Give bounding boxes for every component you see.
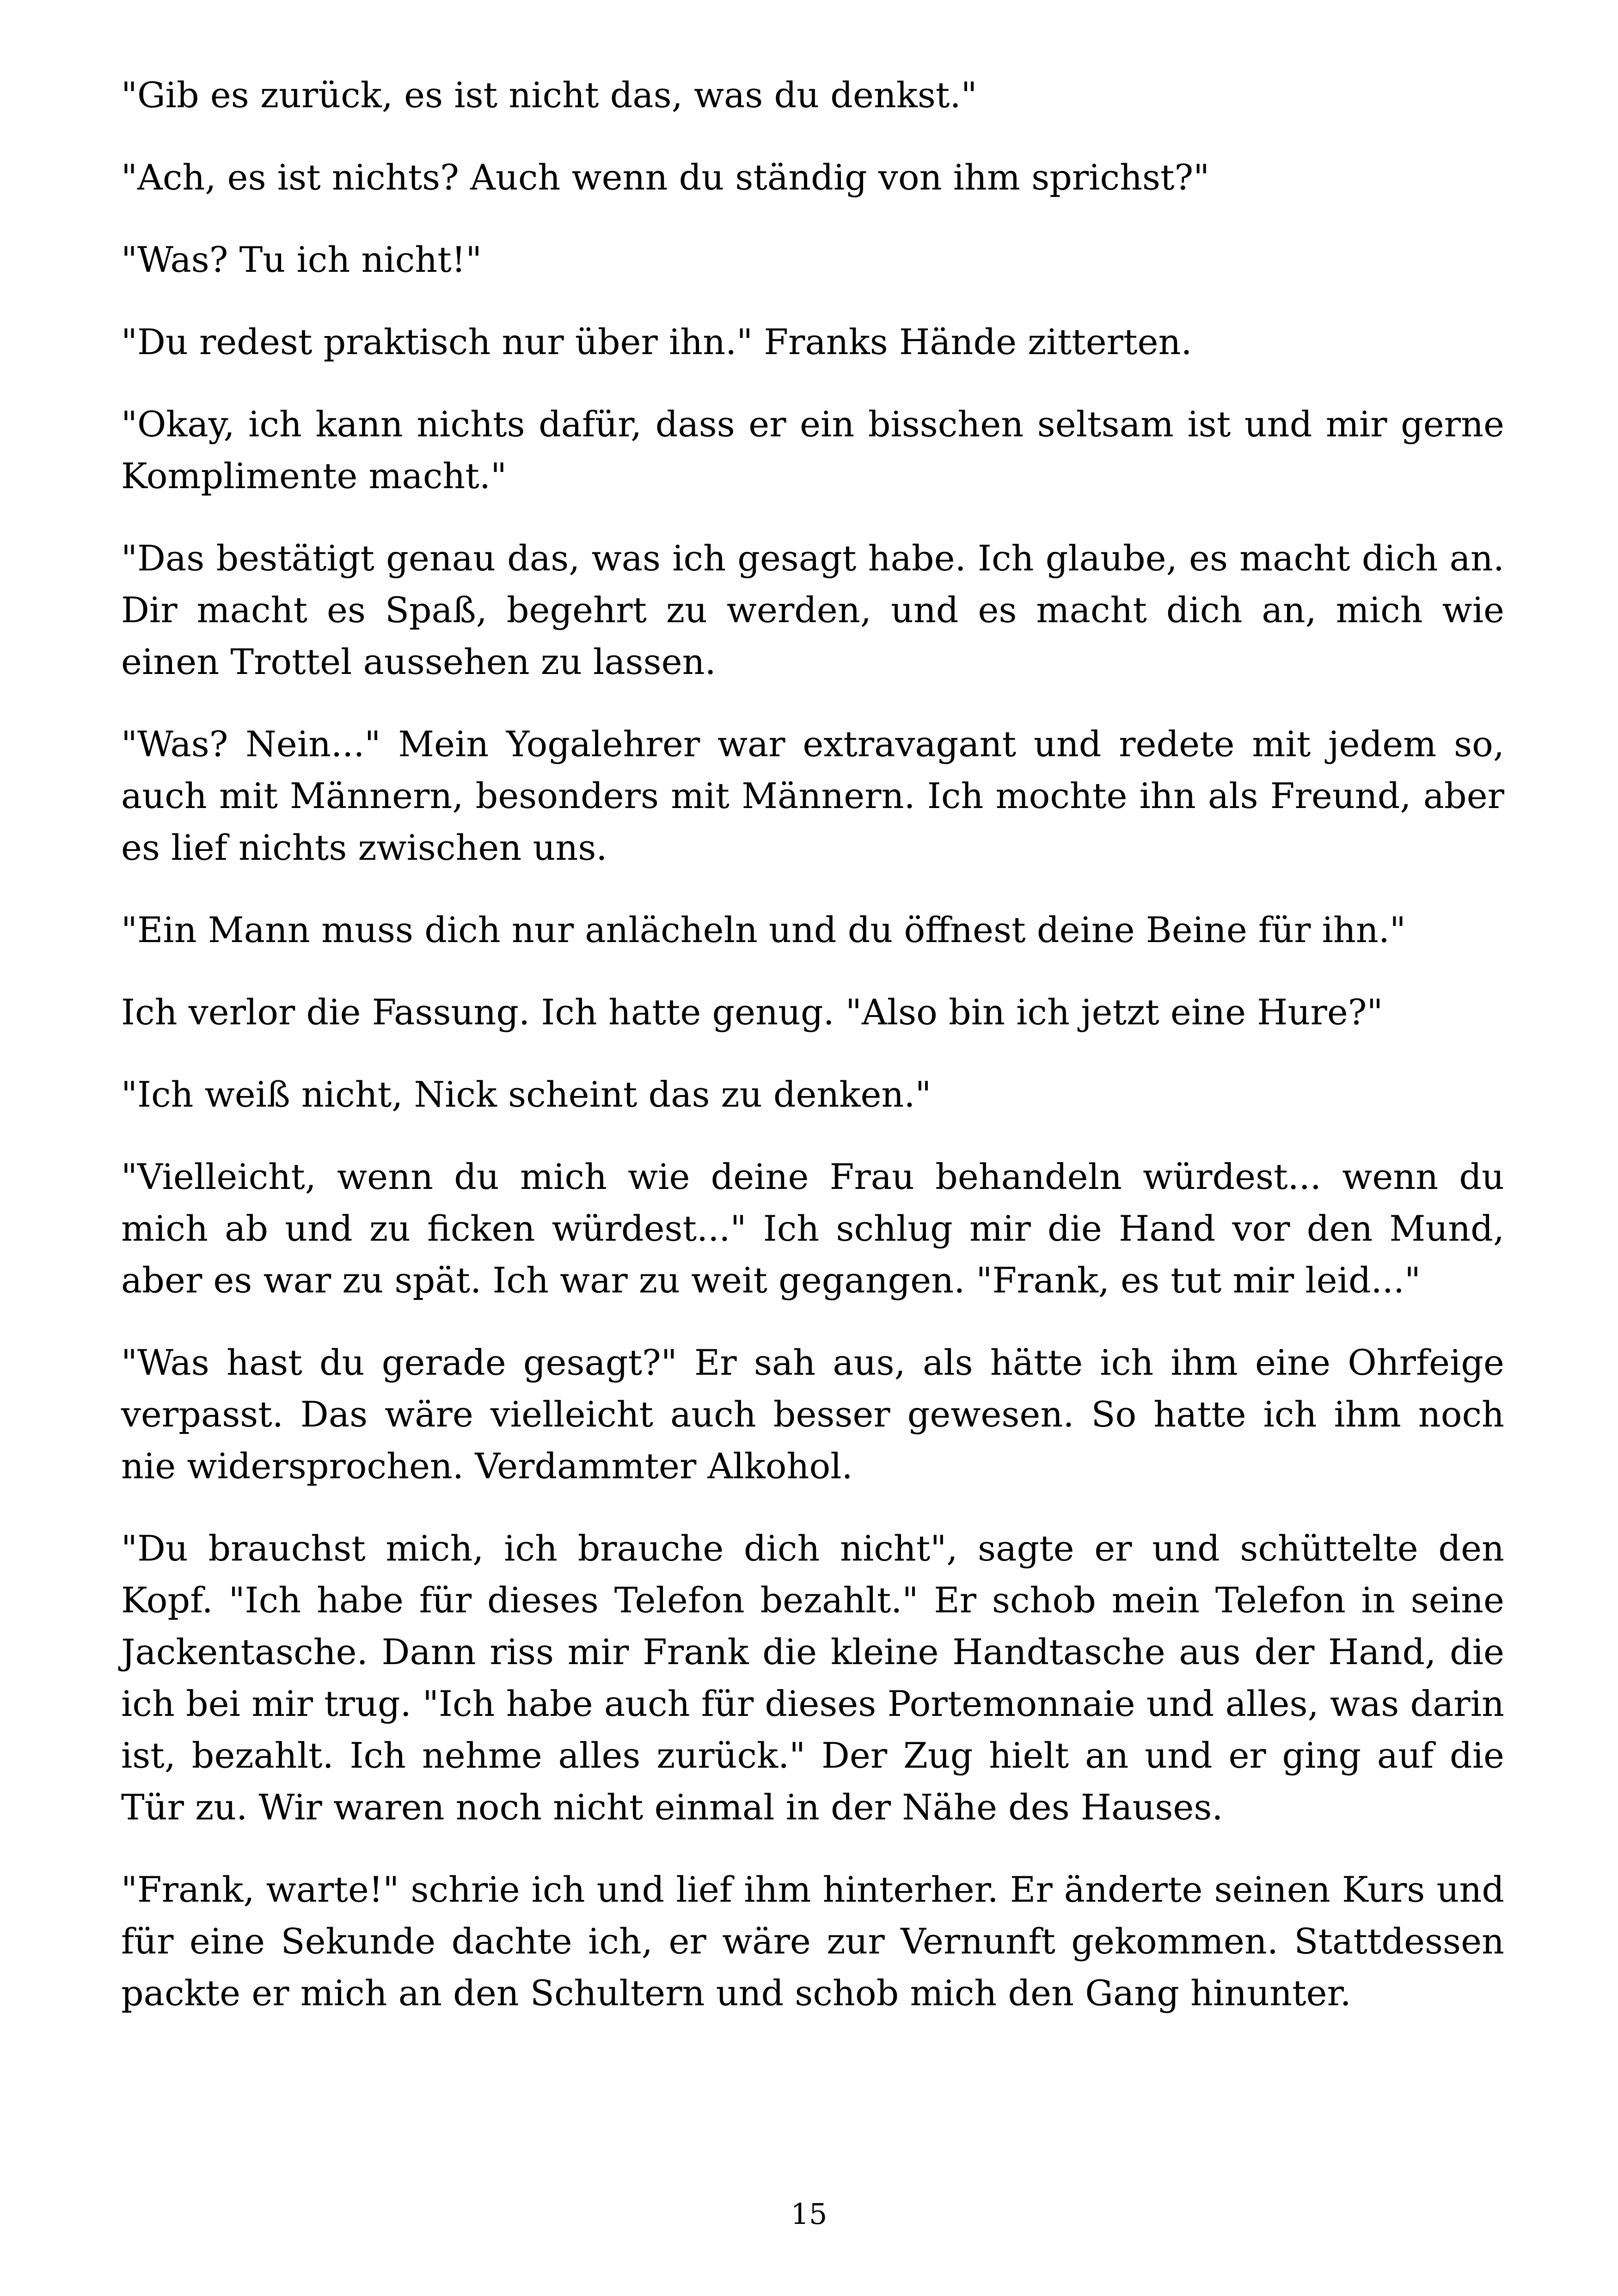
paragraph-8: "Ein Mann muss dich nur anlächeln und du öffnest deine Beine für ihn." (121, 909, 1406, 950)
paragraph-14: "Frank, warte!" schrie ich und lief ihm hinterher. Er änderte seinen Kurs und für eine Sekunde dachte ich, er wäre zur Vernunft gekommen. Stattdessen packte er mich an den Schultern und schob mich den Gang hinunter. (121, 1869, 1504, 2014)
paragraph-7: "Was? Nein..." Mein Yogalehrer war extravagant und redete mit jedem so, auch mit Männern, besonders mit Männern. Ich mochte ihn als Freund, aber es lief nichts zwischen uns. (121, 723, 1504, 868)
paragraph-9: Ich verlor die Fassung. Ich hatte genug. "Also bin ich jetzt eine Hure?" (121, 992, 1383, 1033)
paragraph-1: "Gib es zurück, es ist nicht das, was du denkst." (121, 74, 977, 116)
page-number: 15 (791, 2197, 827, 2231)
paragraph-3: "Was? Tu ich nicht!" (121, 239, 482, 280)
paragraph-5: "Okay, ich kann nichts dafür, dass er ein bisschen seltsam ist und mir gerne Komplimente macht." (121, 404, 1504, 496)
paragraph-13: "Du brauchst mich, ich brauche dich nicht", sagte er und schüttelte den Kopf. "Ich habe für dieses Telefon bezahlt." Er schob mein Telefon in seine Jackentasche. Dann riss mir Frank die kleine Handtasche aus der Hand, die ich bei mir trug. "Ich habe auch für dieses Portemonnaie und alles, was darin ist, bezahlt. Ich nehme alles zurück." Der Zug hielt an und er ging auf die Tür zu. Wir waren noch nicht einmal in der Nähe des Hauses. (121, 1528, 1504, 1828)
paragraph-4: "Du redest praktisch nur über ihn." Franks Hände zitterten. (121, 321, 1192, 362)
body-text (121, 69, 1504, 2050)
paragraph-11: "Vielleicht, wenn du mich wie deine Frau behandeln würdest... wenn du mich ab und zu ficken würdest..." Ich schlug mir die Hand vor den Mund, aber es war zu spät. Ich war zu weit gegangen. "Frank, es tut mir leid..." (121, 1156, 1504, 1301)
paragraph-10: "Ich weiß nicht, Nick scheint das zu denken." (121, 1074, 932, 1115)
paragraph-12: "Was hast du gerade gesagt?" Er sah aus, als hätte ich ihm eine Ohrfeige verpasst. Das wäre vielleicht auch besser gewesen. So hatte ich ihm noch nie widersprochen. Verdammter Alkohol. (121, 1342, 1504, 1487)
paragraph-6: "Das bestätigt genau das, was ich gesagt habe. Ich glaube, es macht dich an. Dir macht es Spaß, begehrt zu werden, und es macht dich an, mich wie einen Trottel aussehen zu lassen. (121, 538, 1504, 682)
paragraph-2: "Ach, es ist nichts? Auch wenn du ständig von ihm sprichst?" (121, 157, 1210, 198)
